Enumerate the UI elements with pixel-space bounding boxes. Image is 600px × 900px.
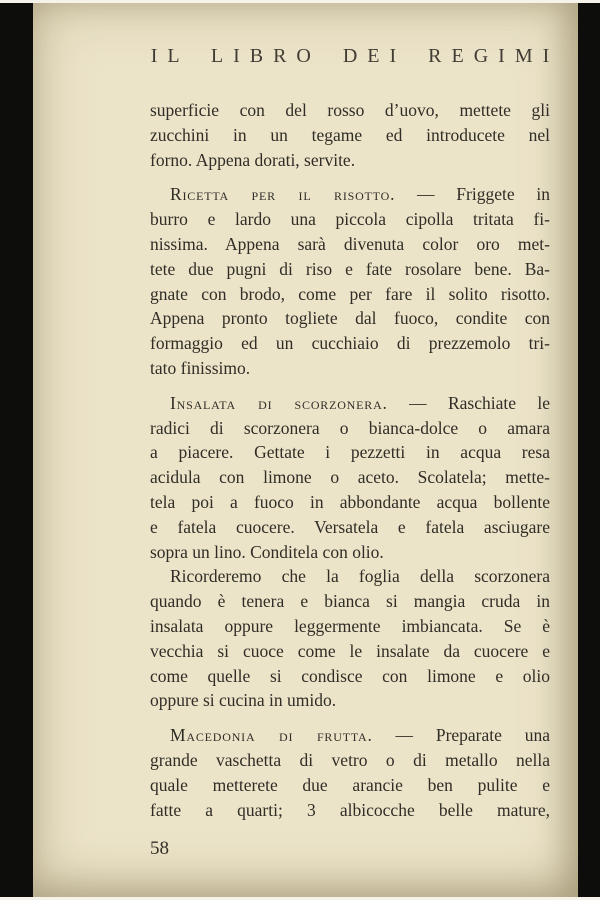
text-line: grande vaschetta di vetro o di metallo nella — [150, 749, 550, 770]
text-line: e fatela cuocere. Versatela e fatela asciugare — [150, 516, 550, 537]
text-line: tato finissimo. — [150, 357, 251, 378]
text-line: nissima. Appena sarà divenuta color oro met- — [150, 233, 550, 254]
text-line: quando è tenera e bianca si mangia cruda in — [150, 591, 550, 612]
text-line: gnate con brodo, come per fare il solito risotto. — [150, 283, 550, 304]
text-line: tela poi a fuoco in abbondante acqua bollente — [150, 491, 550, 512]
text-line: insalata oppure leggermente imbiancata. Se è — [150, 615, 550, 636]
text-line: sopra un lino. Conditela con olio. — [150, 541, 384, 562]
text-line — [150, 391, 550, 416]
page-content — [150, 45, 560, 860]
text-line: formaggio ed un cucchiaio di prezzemolo tri- — [150, 333, 550, 354]
text-line: zucchini in un tegame ed introducete nel — [150, 124, 550, 145]
text-line: tete due pugni di riso e fate rosolare bene. Ba- — [150, 258, 550, 279]
body-text — [150, 98, 550, 822]
text-run: — Raschiate le — [387, 392, 550, 413]
text-line: oppure si cucina in umido. — [150, 690, 337, 711]
paragraph-macedonia — [150, 723, 550, 822]
text-run: — Preparate una — [372, 725, 550, 746]
text-line: radici di scorzonera o bianca-dolce o amara — [150, 417, 550, 438]
recipe-heading: Insalata di scorzonera. — [170, 392, 388, 413]
paragraph-ricorderemo — [150, 564, 550, 713]
text-line: Appena pronto togliete dal fuoco, condite con — [150, 308, 550, 329]
paragraph-continuation — [150, 98, 550, 172]
paragraph-insalata — [150, 391, 550, 565]
text-line: superficie con del rosso d’uovo, mettete gli — [150, 100, 550, 120]
text-line: acidula con limone o aceto. Scolatela; mette- — [150, 467, 550, 488]
text-line: forno. Appena dorati, servite. — [150, 149, 356, 170]
recipe-heading: Ricetta per il risotto. — [170, 184, 396, 205]
recipe-heading: Macedonia di frutta. — [170, 725, 373, 746]
paragraph-risotto — [150, 182, 550, 380]
text-line — [150, 723, 550, 748]
page-number: 58 — [150, 838, 169, 860]
text-line: a piacere. Gettate i pezzetti in acqua resa — [150, 442, 550, 463]
running-header: IL LIBRO DEI REGIMI — [150, 45, 560, 67]
text-line: quale metterete due arancie ben pulite e — [150, 774, 550, 795]
text-line: Ricorderemo che la foglia della scorzonera — [170, 566, 550, 587]
text-line: come quelle si condisce con limone e olio — [150, 665, 550, 686]
text-run: — Friggete in — [395, 184, 550, 205]
book-page — [33, 3, 578, 897]
text-line: burro e lardo una piccola cipolla tritata fi- — [150, 209, 550, 230]
text-line — [150, 182, 550, 207]
text-line: vecchia si cuoce come le insalate da cuocere e — [150, 640, 550, 661]
text-line: fatte a quarti; 3 albicocche belle mature, — [150, 799, 550, 820]
